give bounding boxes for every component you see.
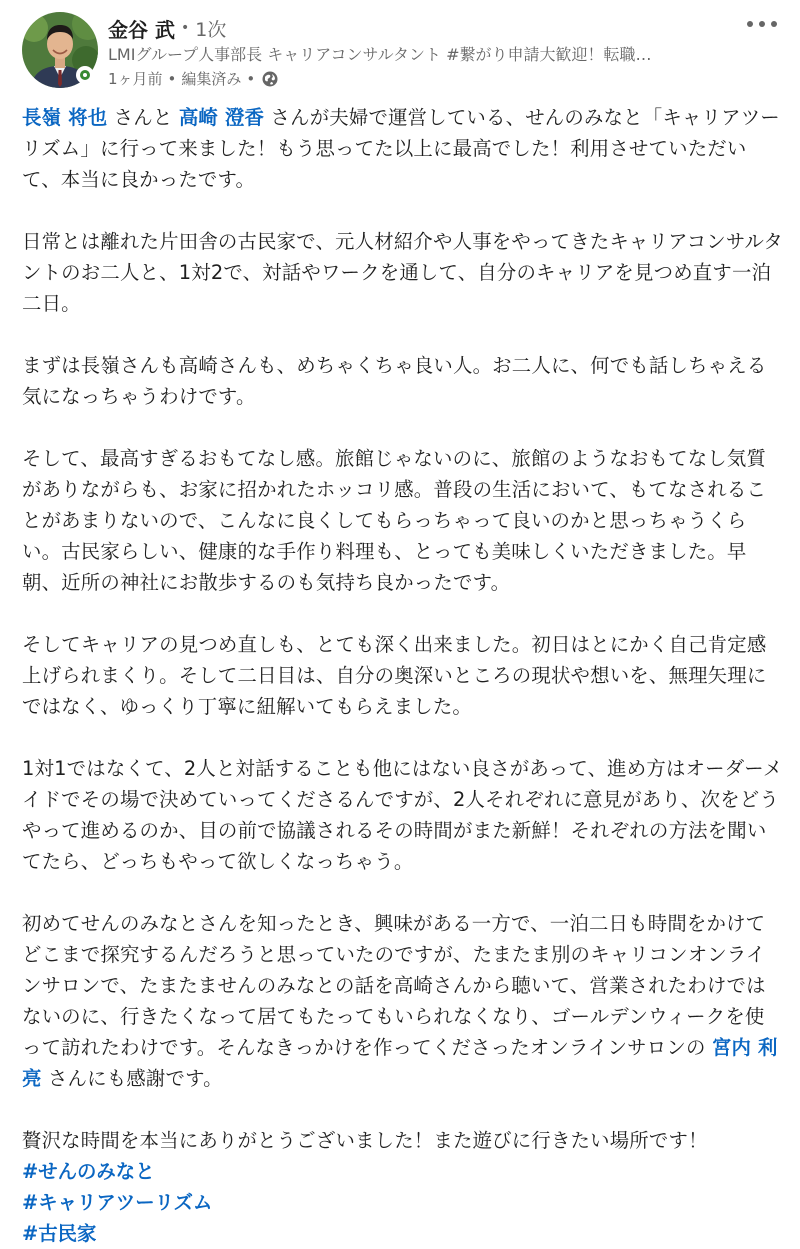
post-paragraph: そしてキャリアの見つめ直しも、とても深く出来ました。初日はとにかく自己肯定感上げられまくり。そして二日目は、自分の奥深いところの現状や想いを、無理矢理にではなく、ゆっくり丁寧に紐解いてもらえました。 xyxy=(22,633,767,718)
text-run: さんにも感謝です。 xyxy=(41,1067,223,1090)
post-body xyxy=(22,102,784,1187)
mention-link[interactable]: 高崎 澄香 xyxy=(178,106,265,129)
post-paragraph: 1対1ではなくて、2人と対話することも他にはない良さがあって、進め方はオーダーメイドでその場で決めていってくださるんですが、2人それぞれに意見があり、次をどうやって進めるのか、目の前で協議されるその時間がまた新鮮！それぞれの方法を聞いてたら、どっちもやって欲しくなっちゃう。 xyxy=(22,757,783,873)
post-meta xyxy=(108,68,278,90)
hashtag-list xyxy=(22,1156,212,1249)
edited-label: 編集済み xyxy=(181,70,242,88)
separator-dot: • xyxy=(180,20,190,36)
author-headline: LMIグループ人事部長 キャリアコンサルタント #繋がり申請大歓迎！転職… xyxy=(108,45,652,64)
hashtag-link[interactable]: #古民家 xyxy=(22,1222,97,1245)
mention-link[interactable]: 宮内 利亮 xyxy=(22,1036,778,1090)
author-line xyxy=(108,14,226,42)
post-paragraph xyxy=(22,908,784,1094)
text-run: さんと xyxy=(107,106,179,129)
text-run: さんが夫婦で運営している、せんのみなと「キャリアツーリズム」に行って来ました！もう思ってた以上に最高でした！利用させていただいて、本当に良かったです。 xyxy=(22,106,780,191)
separator-dot: • xyxy=(167,70,177,88)
globe-icon xyxy=(262,71,278,87)
post-paragraph: そして、最高すぎるおもてなし感。旅館じゃないのに、旅館のようなおもてなし気質がありながらも、お家に招かれたホッコリ感。普段の生活において、もてなされることがあまりないので、こんなに良くしてもらっちゃって良いのかと思っちゃうくらい。古民家らしい、健康的な手作り料理も、とっても美味しくいただきました。早朝、近所の神社にお散歩するのも気持ち良かったです。 xyxy=(22,447,767,594)
hashtag-link[interactable]: #せんのみなと xyxy=(22,1160,155,1183)
post-time: 1ヶ月前 xyxy=(108,70,163,88)
more-options-button[interactable] xyxy=(740,10,784,38)
online-status-icon xyxy=(76,66,94,84)
separator-dot: • xyxy=(246,70,256,88)
text-run: 初めてせんのみなとさんを知ったとき、興味がある一方で、一泊二日も時間をかけてどこまで探究するんだろうと思っていたのですが、たまたま別のキャリコンオンラインサロンで、たまたませんのみなとの話を高崎さんから聴いて、営業されたわけではないのに、行きたくなって居てもたってもいられなくなり、ゴールデンウィークを使って訪れたわけです。そんなきっかけを作ってくださったオンラインサロンの xyxy=(22,912,766,1059)
post-paragraph xyxy=(22,102,784,195)
connection-degree: 1次 xyxy=(195,18,227,41)
post-paragraph: 贅沢な時間を本当にありがとうございました！また遊びに行きたい場所です！ xyxy=(22,1129,708,1152)
mention-link[interactable]: 長嶺 将也 xyxy=(22,106,108,129)
post-paragraph: まずは長嶺さんも高崎さんも、めちゃくちゃ良い人。お二人に、何でも話しちゃえる気になっちゃうわけです。 xyxy=(22,354,767,408)
hashtag-link[interactable]: #キャリアツーリズム xyxy=(22,1191,213,1214)
more-horizontal-icon xyxy=(746,20,778,28)
avatar[interactable] xyxy=(22,12,98,88)
post-paragraph: 日常とは離れた片田舎の古民家で、元人材紹介や人事をやってきたキャリアコンサルタントのお二人と、1対2で、対話やワークを通して、自分のキャリアを見つめ直す一泊二日。 xyxy=(22,230,783,315)
author-name[interactable]: 金谷 武 xyxy=(108,17,175,42)
